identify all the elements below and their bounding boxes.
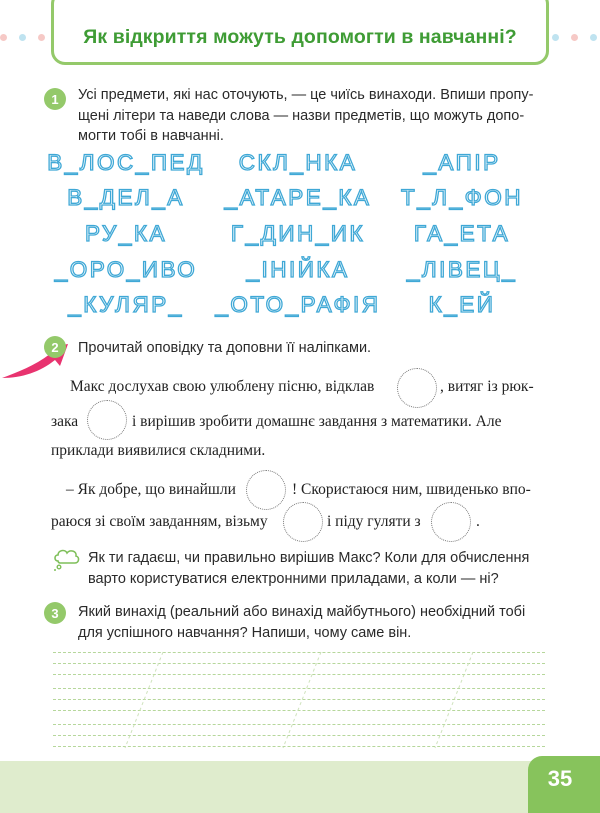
sticker-slot[interactable] — [87, 400, 127, 440]
task-3-badge: 3 — [44, 602, 66, 624]
dotted-word: В_ДЕЛ_А — [67, 185, 185, 210]
page-number: 35 — [547, 766, 573, 791]
dotted-word: _АПІР — [423, 150, 501, 175]
story-text: . — [476, 513, 480, 530]
reflection-question — [88, 548, 529, 589]
story-text: – Як добре, що винайшли — [66, 481, 236, 498]
sticker-slot[interactable] — [246, 470, 286, 510]
dotted-word: СКЛ_НКА — [238, 150, 358, 175]
dotted-word: _КУЛЯР_ — [68, 292, 184, 317]
task-3-text — [78, 602, 525, 643]
dotted-word: В_ЛОС_ПЕД — [47, 150, 205, 175]
footer-band — [0, 761, 600, 813]
story-text: приклади виявилися складними. — [51, 442, 266, 459]
dotted-word: _ОТО_РАФІЯ — [215, 292, 381, 317]
dotted-word: _АТАРЕ_КА — [224, 185, 372, 210]
dotted-word: _ЛІВЕЦ_ — [406, 257, 518, 282]
task-1-line: щені літери та наведи слова — назви предметів, що можуть допо- — [78, 107, 525, 124]
sticker-slot[interactable] — [283, 502, 323, 542]
sticker-slot[interactable] — [397, 368, 437, 408]
story-text: Макс дослухав свою улюблену пісню, відклав — [70, 378, 375, 395]
task-1-text — [78, 85, 534, 147]
story-text: зака — [51, 413, 79, 430]
task-2-badge: 2 — [44, 336, 66, 358]
story-text: , витяг із рюк- — [440, 378, 534, 395]
question-line: варто користуватися електронними приладами, а коли — ні? — [88, 570, 499, 587]
page-title: Як відкриття можуть допомогти в навчанні? — [83, 26, 517, 48]
story-text: і вирішив зробити домашнє завдання з математики. Але — [132, 413, 502, 430]
dotted-word: _ОРО_ИВО — [54, 257, 198, 282]
dotted-word: Т_Л_ФОН — [401, 185, 523, 210]
task-2-instruction: Прочитай оповідку та доповни її наліпками. — [78, 340, 372, 356]
story-text: раюся зі своїм завданням, візьму — [51, 513, 268, 530]
slant-guides — [53, 650, 545, 750]
task-3-line: Який винахід (реальний або винахід майбутнього) необхідний тобі — [78, 604, 526, 620]
task-1-badge: 1 — [44, 88, 66, 110]
task-1-line: могти тобі в навчанні. — [78, 128, 224, 144]
story-text: ! Скористаюся ним, швиденько впо- — [292, 481, 531, 498]
dotted-word: РУ_КА — [85, 221, 167, 246]
dotted-word: ГА_ЕТА — [413, 221, 511, 246]
dotted-word: _ІНІЙКА — [246, 257, 350, 282]
sticker-slot[interactable] — [431, 502, 471, 542]
task-3-line: для успішного навчання? Напиши, чому саме він. — [78, 624, 412, 641]
dotted-word: К_ЕЙ — [428, 292, 496, 317]
task-1-line: Усі предмети, які нас оточують, — це чиїсь винаходи. Впиши пропу- — [78, 87, 534, 103]
dotted-word: Г_ДИН_ИК — [230, 221, 366, 246]
question-line: Як ти гадаєш, чи правильно вирішив Макс? Коли для обчислення — [88, 550, 530, 566]
story-text: і піду гуляти з — [327, 513, 421, 530]
thought-cloud-icon — [52, 547, 80, 571]
header-dots-right — [552, 34, 597, 44]
